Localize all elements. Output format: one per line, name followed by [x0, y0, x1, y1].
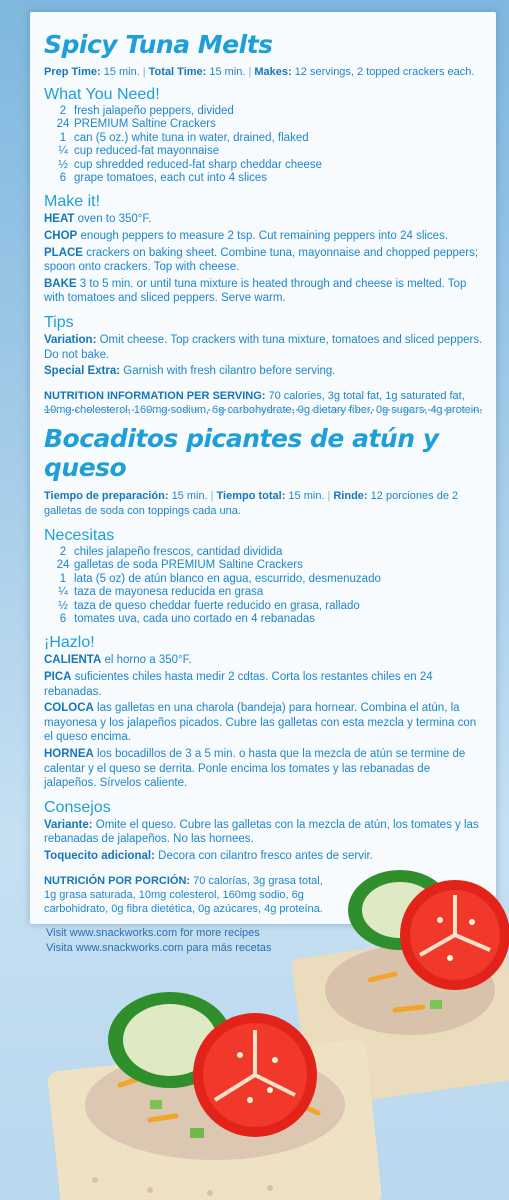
ingredient-item: ¼ taza de mayonesa reducida en grasa [58, 586, 264, 599]
ingredient-item: 1 lata (5 oz) de atún blanco en agua, escurrido, desmenuzado [59, 572, 381, 585]
instructions-heading-es: ¡Hazlo! [44, 634, 95, 652]
nutrition-text-es: 70 calorías, 3g grasa total, 1g grasa saturada, 10mg colesterol, 160mg sodio, 6g carbohidrato, 0g fibra dietética, 0g azúcares, 4g proteína. [44, 874, 323, 915]
nutrition-text: 70 calories, 3g total fat, 1g saturated fat, 10mg cholesterol, 160mg sodium, 6g carbohydrate, 0g dietary fiber, 0g sugars, 4g protein. [44, 389, 483, 416]
ingredient-item: 1 can (5 oz.) white tuna in water, drained, flaked [59, 131, 309, 144]
ingredient-item: 24 galletas de soda PREMIUM Saltine Crackers [56, 559, 303, 572]
recipe-meta: Prep Time: 15 min. | Total Time: 15 min. | Makes: 12 servings, 2 topped crackers each. [44, 66, 475, 78]
ingredient-item: 2 chiles jalapeño frescos, cantidad dividida [59, 546, 283, 558]
visit-link-en[interactable]: Visit www.snackworks.com for more recipes [46, 927, 260, 939]
makes-label-es: Rinde: [333, 490, 368, 502]
ingredient-item: ½ taza de queso cheddar fuerte reducido en grasa, rallado [58, 599, 360, 612]
instruction-list-es [44, 653, 484, 790]
prep-time-value: 15 min. [103, 66, 140, 78]
ingredient-item: 6 tomates uva, cada uno cortado en 4 rebanadas [59, 613, 316, 626]
recipe-meta-es: Tiempo de preparación: 15 min. | Tiempo total: 15 min. | Rinde: 12 porciones de 2 galletas de soda con toppings cada una. [44, 490, 459, 517]
instructions-heading: Make it! [44, 193, 101, 211]
nutrition-info [44, 389, 484, 417]
prep-time-label: Prep Time: [44, 66, 101, 78]
tips-heading-es: Consejos [44, 798, 111, 816]
instruction-step: PLACE crackers on baking sheet. Combine tuna, mayonnaise and chopped peppers; spoon onto crackers. Top with cheese. [44, 246, 479, 274]
recipe-title: Spicy Tuna Melts [44, 30, 273, 59]
nutrition-label-es: NUTRICIÓN POR PORCIÓN: [44, 874, 191, 887]
instruction-step: COLOCA las galletas en una charola (bandeja) para hornear. Combina el atún, la mayonesa y los jalapeños picados. Cubre las galletas con esta mezcla y termina con el queso encima. [44, 702, 477, 744]
total-time-label: Total Time: [148, 66, 207, 78]
tip-item: Variation: Omit cheese. Top crackers with tuna mixture, tomatoes and sliced peppers. Do not bake. [44, 334, 483, 361]
total-time-value: 15 min. [209, 66, 246, 78]
ingredient-item: 6 grape tomatoes, each cut into 4 slices [59, 172, 268, 185]
instruction-step: CALIENTA el horno a 350°F. [44, 654, 192, 667]
recipe-english [44, 30, 484, 417]
tip-item: Special Extra: Garnish with fresh cilantro before serving. [44, 365, 336, 378]
ingredient-list-es [44, 546, 484, 626]
nutrition-label: NUTRITION INFORMATION PER SERVING: [44, 389, 266, 402]
ingredients-heading: What You Need! [44, 86, 160, 103]
tips-list [44, 333, 484, 379]
tips-heading: Tips [44, 314, 74, 331]
instruction-list [44, 212, 484, 306]
ingredient-item: ½ cup shredded reduced-fat sharp cheddar cheese [58, 158, 323, 171]
prep-time-value-es: 15 min. [171, 490, 208, 502]
total-time-label-es: Tiempo total: [216, 490, 286, 502]
prep-time-label-es: Tiempo de preparación: [44, 490, 169, 502]
website-note [46, 926, 271, 956]
makes-label: Makes: [254, 66, 292, 78]
tip-item: Variante: Omite el queso. Cubre las galletas con la mezcla de atún, los tomates y las rebanadas de jalapeños. No las hornees. [44, 818, 479, 846]
ingredients-heading-es: Necesitas [44, 527, 115, 544]
ingredient-list [44, 105, 484, 185]
instruction-step: BAKE 3 to 5 min. or until tuna mixture is heated through and cheese is melted. Top with tomatoes and sliced peppers. Serve warm. [44, 277, 467, 305]
ingredient-item: ¼ cup reduced-fat mayonnaise [58, 145, 220, 158]
tip-item: Toquecito adicional: Decora con cilantro fresco antes de servir. [44, 849, 373, 862]
makes-value: 12 servings, 2 topped crackers each. [294, 66, 475, 78]
instruction-step: PICA suficientes chiles hasta medir 2 cdtas. Corta los restantes chiles en 24 rebanadas. [44, 671, 433, 698]
makes-value-es: 12 porciones de 2 galletas de soda con toppings cada una. [44, 490, 459, 517]
instruction-step: CHOP enough peppers to measure 2 tsp. Cut remaining peppers into 24 slices. [44, 230, 449, 243]
instruction-step: HORNEA los bocadillos de 3 a 5 min. o hasta que la mezcla de atún se termine de calentar y el queso se derrita. Ponle encima los tomates y las rebanadas de jalapeños. Sírvelos caliente. [44, 748, 466, 790]
ingredient-item: 2 fresh jalapeño peppers, divided [59, 105, 234, 117]
section-divider [44, 409, 482, 411]
ingredient-item: 24 PREMIUM Saltine Crackers [56, 118, 216, 131]
recipe-card [30, 12, 496, 924]
total-time-value-es: 15 min. [288, 490, 325, 502]
tuna-melt-photo [0, 850, 509, 1200]
recipe-spanish [44, 424, 484, 916]
visit-link-es[interactable]: Visita www.snackworks.com para más recetas [46, 942, 272, 954]
instruction-step: HEAT oven to 350°F. [44, 213, 152, 226]
recipe-title-es: Bocaditos picantes de atún y queso [44, 424, 439, 482]
